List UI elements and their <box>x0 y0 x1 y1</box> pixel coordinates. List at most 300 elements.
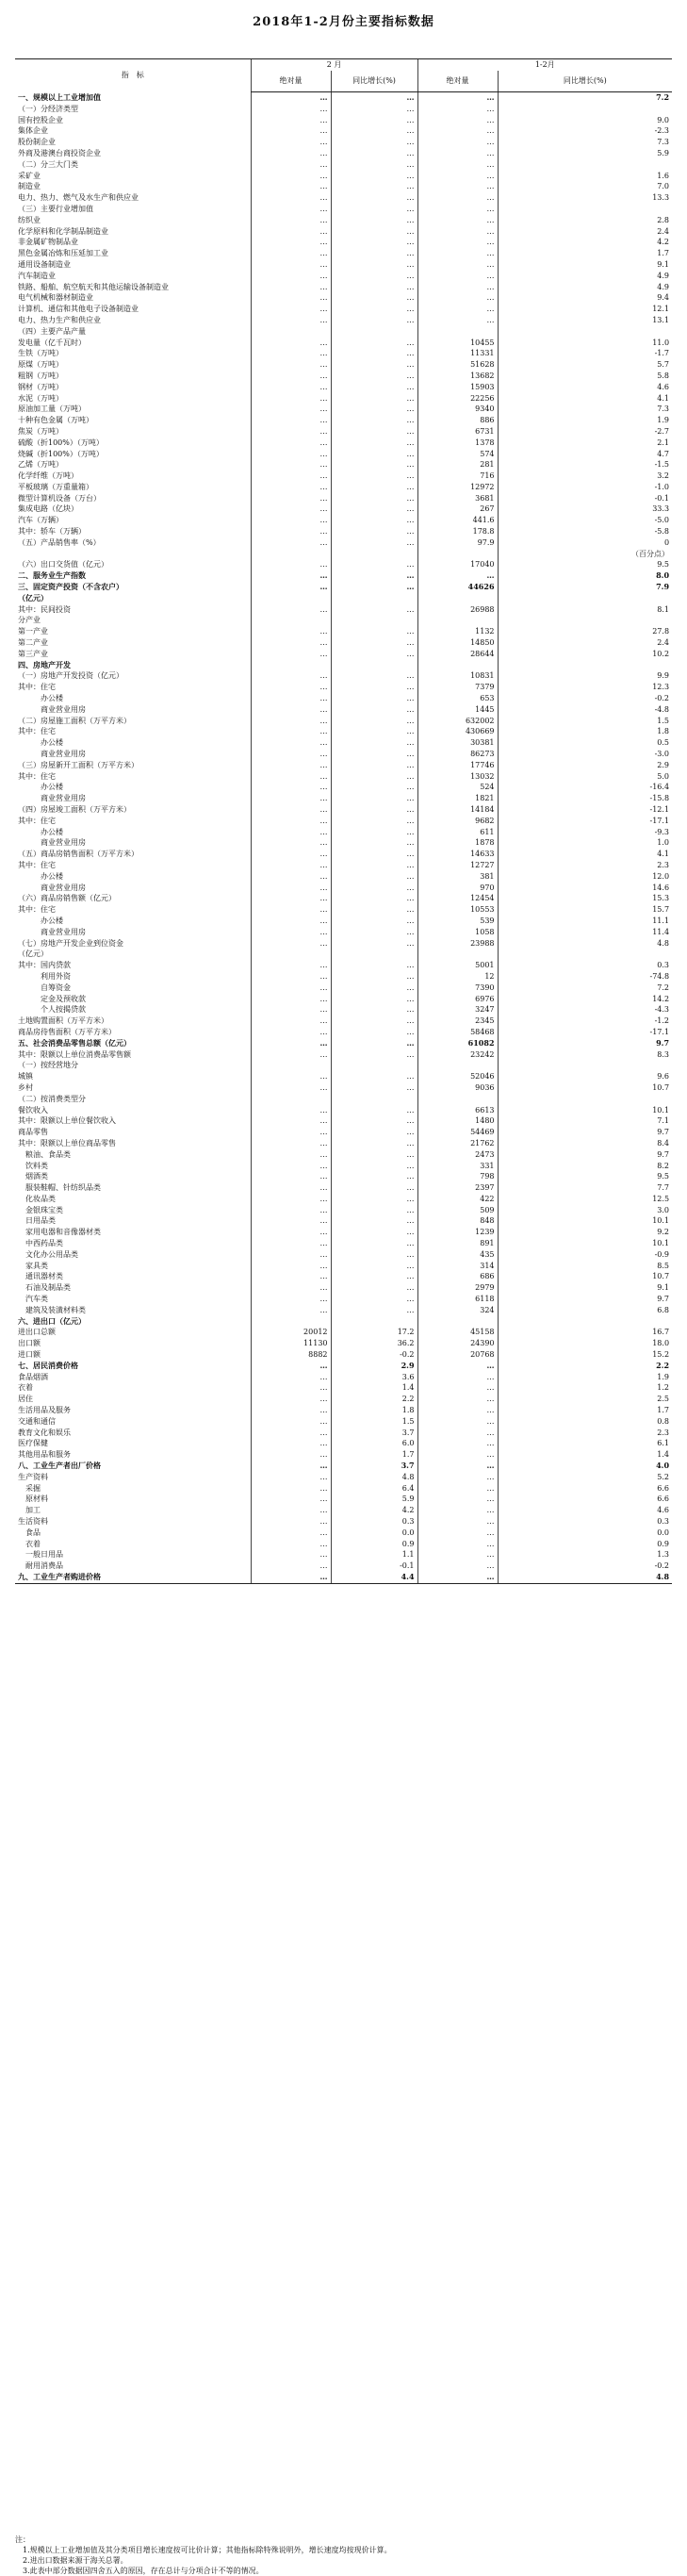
feb-absolute: … <box>251 1016 331 1027</box>
table-row <box>15 1361 672 1372</box>
row-label: 耐用消费品 <box>18 1561 63 1571</box>
row-label: 商业营业用房 <box>18 883 86 892</box>
janfeb-absolute: 10455 <box>417 338 498 349</box>
janfeb-yoy: 2.2 <box>498 1361 672 1372</box>
feb-absolute: … <box>251 282 331 293</box>
table-row <box>15 816 672 827</box>
feb-yoy <box>331 326 417 338</box>
table-row <box>15 604 672 616</box>
table-row <box>15 438 672 449</box>
feb-absolute: … <box>251 938 331 949</box>
janfeb-absolute: … <box>417 192 498 204</box>
feb-yoy: … <box>331 482 417 493</box>
feb-yoy: … <box>331 1194 417 1205</box>
table-row <box>15 582 672 593</box>
janfeb-yoy: 4.1 <box>498 393 672 405</box>
feb-yoy: … <box>331 371 417 382</box>
janfeb-yoy: -5.0 <box>498 515 672 526</box>
row-label: 办公楼 <box>18 916 63 925</box>
row-label: 采矿业 <box>18 171 41 180</box>
table-row <box>15 515 672 526</box>
row-label: 国有控股企业 <box>18 115 63 124</box>
table-row <box>15 737 672 749</box>
feb-yoy: … <box>331 382 417 393</box>
table-row <box>15 682 672 693</box>
feb-yoy: 4.8 <box>331 1472 417 1483</box>
janfeb-absolute: 9340 <box>417 404 498 415</box>
table-row <box>15 125 672 137</box>
feb-absolute: … <box>251 482 331 493</box>
feb-absolute: … <box>251 1182 331 1194</box>
janfeb-absolute: 9036 <box>417 1082 498 1094</box>
table-row <box>15 1205 672 1216</box>
janfeb-yoy: 7.1 <box>498 1115 672 1127</box>
feb-absolute: … <box>251 637 331 649</box>
feb-yoy: … <box>331 1016 417 1027</box>
janfeb-yoy: 8.2 <box>498 1161 672 1172</box>
feb-absolute: … <box>251 760 331 771</box>
janfeb-absolute: 6731 <box>417 426 498 438</box>
feb-yoy <box>331 549 417 560</box>
janfeb-absolute: 13682 <box>417 371 498 382</box>
feb-absolute <box>251 660 331 671</box>
janfeb-absolute: … <box>417 292 498 304</box>
row-label: 其中：住宅 <box>18 771 56 781</box>
footnotes <box>15 2535 672 2576</box>
janfeb-absolute <box>417 1094 498 1105</box>
table-row <box>15 148 672 159</box>
janfeb-yoy: 11.1 <box>498 916 672 927</box>
feb-yoy: … <box>331 1282 417 1294</box>
janfeb-yoy: 0.3 <box>498 960 672 971</box>
feb-absolute: … <box>251 215 331 226</box>
feb-absolute: … <box>251 1572 331 1583</box>
table-row <box>15 771 672 783</box>
feb-yoy: 1.4 <box>331 1382 417 1394</box>
row-label: 原材料 <box>18 1494 48 1504</box>
janfeb-absolute: 970 <box>417 883 498 894</box>
janfeb-yoy: 6.8 <box>498 1305 672 1316</box>
table-row <box>15 1016 672 1027</box>
janfeb-yoy: 4.2 <box>498 237 672 248</box>
row-label: 定金及预收款 <box>18 994 86 1003</box>
feb-absolute: … <box>251 515 331 526</box>
feb-absolute: … <box>251 204 331 215</box>
janfeb-yoy: 7.3 <box>498 404 672 415</box>
janfeb-yoy: 4.0 <box>498 1461 672 1472</box>
feb-absolute: … <box>251 1227 331 1238</box>
feb-absolute: … <box>251 1372 331 1383</box>
row-label: 服装鞋帽、针纺织品类 <box>18 1183 101 1193</box>
janfeb-yoy: 10.1 <box>498 1238 672 1249</box>
row-label: 其中：国内贷款 <box>18 961 71 970</box>
janfeb-absolute: … <box>417 104 498 115</box>
janfeb-absolute: … <box>417 1505 498 1516</box>
janfeb-absolute: 10553 <box>417 904 498 916</box>
feb-yoy: … <box>331 148 417 159</box>
footnote-3: 3.此表中部分数据因四舍五入的原因，存在总计与分项合计不等的情况。 <box>15 2567 264 2575</box>
feb-yoy: … <box>331 1115 417 1127</box>
row-label: 乡村 <box>18 1082 33 1092</box>
table-row <box>15 338 672 349</box>
row-label: 商业营业用房 <box>18 927 86 936</box>
janfeb-absolute: … <box>417 1361 498 1372</box>
janfeb-yoy: 5.2 <box>498 1472 672 1483</box>
janfeb-absolute: … <box>417 1438 498 1449</box>
feb-yoy: … <box>331 1127 417 1138</box>
feb-absolute <box>251 326 331 338</box>
table-row <box>15 971 672 983</box>
feb-yoy: … <box>331 1082 417 1094</box>
table-row <box>15 726 672 737</box>
janfeb-absolute: 574 <box>417 449 498 460</box>
feb-yoy: 2.2 <box>331 1394 417 1405</box>
janfeb-yoy: 10.1 <box>498 1105 672 1116</box>
feb-yoy: … <box>331 292 417 304</box>
table-row <box>15 104 672 115</box>
row-label: 五、社会消费品零售总额（亿元） <box>18 1037 131 1048</box>
row-label: （六）出口交货值（亿元） <box>18 560 108 570</box>
feb-yoy: … <box>331 837 417 849</box>
table-row <box>15 1483 672 1494</box>
row-label: （四）房屋竣工面积（万平方米） <box>18 805 131 814</box>
table-row <box>15 1282 672 1294</box>
feb-yoy: … <box>331 1027 417 1038</box>
janfeb-absolute: 97.9 <box>417 537 498 549</box>
feb-absolute: … <box>251 1071 331 1082</box>
feb-absolute: … <box>251 893 331 904</box>
feb-yoy <box>331 615 417 626</box>
table-row <box>15 649 672 660</box>
table-row <box>15 137 672 148</box>
feb-yoy: -0.2 <box>331 1349 417 1361</box>
janfeb-yoy: 14.6 <box>498 883 672 894</box>
feb-yoy: … <box>331 1215 417 1227</box>
feb-yoy: … <box>331 816 417 827</box>
row-label: 商业营业用房 <box>18 750 86 759</box>
janfeb-absolute: 15903 <box>417 382 498 393</box>
janfeb-absolute: … <box>417 1483 498 1494</box>
feb-yoy: … <box>331 204 417 215</box>
feb-yoy: … <box>331 649 417 660</box>
table-row <box>15 1149 672 1161</box>
table-row <box>15 215 672 226</box>
feb-yoy <box>331 1316 417 1328</box>
row-label: 电力、热力、燃气及水生产和供应业 <box>18 193 139 203</box>
feb-yoy: … <box>331 938 417 949</box>
janfeb-absolute <box>417 615 498 626</box>
feb-yoy: … <box>331 637 417 649</box>
row-label: 餐饮收入 <box>18 1105 48 1115</box>
feb-yoy: … <box>331 782 417 793</box>
janfeb-yoy: 1.3 <box>498 1549 672 1560</box>
feb-absolute <box>251 1060 331 1071</box>
feb-absolute: … <box>251 849 331 860</box>
table-row <box>15 1438 672 1449</box>
feb-yoy: … <box>331 827 417 838</box>
feb-yoy: … <box>331 92 417 104</box>
janfeb-yoy: 1.5 <box>498 716 672 727</box>
feb-yoy: … <box>331 171 417 182</box>
janfeb-absolute: 1239 <box>417 1227 498 1238</box>
janfeb-yoy: 2.9 <box>498 760 672 771</box>
row-label: 食品 <box>18 1527 41 1537</box>
janfeb-yoy: 7.3 <box>498 137 672 148</box>
janfeb-absolute: 20768 <box>417 1349 498 1361</box>
row-label: 汽车（万辆） <box>18 516 63 525</box>
table-row <box>15 1082 672 1094</box>
row-label: 平板玻璃（万重量箱） <box>18 482 93 491</box>
janfeb-yoy: 4.8 <box>498 1572 672 1583</box>
row-label: 原油加工量（万吨） <box>18 405 86 414</box>
feb-yoy: … <box>331 404 417 415</box>
janfeb-absolute: 9682 <box>417 816 498 827</box>
janfeb-yoy: 8.3 <box>498 1049 672 1061</box>
feb-yoy: … <box>331 559 417 570</box>
table-row <box>15 1305 672 1316</box>
row-label: 其他用品和服务 <box>18 1450 71 1460</box>
feb-yoy: … <box>331 971 417 983</box>
feb-absolute: … <box>251 649 331 660</box>
feb-absolute: … <box>251 192 331 204</box>
table-row <box>15 1338 672 1349</box>
table-row <box>15 482 672 493</box>
janfeb-absolute: 17040 <box>417 559 498 570</box>
feb-absolute: … <box>251 449 331 460</box>
janfeb-absolute: … <box>417 1461 498 1472</box>
feb-yoy: 2.9 <box>331 1361 417 1372</box>
janfeb-yoy: -17.1 <box>498 1027 672 1038</box>
table-row <box>15 226 672 238</box>
feb-yoy: … <box>331 716 417 727</box>
janfeb-absolute: 6613 <box>417 1105 498 1116</box>
table-row <box>15 1405 672 1416</box>
feb-yoy: … <box>331 1049 417 1061</box>
row-label: 化学原料和化学制品制造业 <box>18 226 108 236</box>
janfeb-absolute: 430669 <box>417 726 498 737</box>
janfeb-absolute: … <box>417 1494 498 1505</box>
feb-yoy: … <box>331 1249 417 1261</box>
table-row <box>15 983 672 994</box>
table-row <box>15 716 672 727</box>
feb-absolute: … <box>251 582 331 593</box>
table-row <box>15 1227 672 1238</box>
janfeb-yoy: 9.9 <box>498 670 672 682</box>
row-label: 粗钢（万吨） <box>18 371 63 380</box>
row-label: 衣着 <box>18 1383 33 1393</box>
feb-yoy: … <box>331 1271 417 1282</box>
janfeb-absolute: 653 <box>417 693 498 704</box>
header-feb: 2 月 <box>251 59 417 72</box>
row-label: 商品零售 <box>18 1128 48 1137</box>
feb-absolute: … <box>251 292 331 304</box>
table-row <box>15 860 672 871</box>
table-row <box>15 849 672 860</box>
table-row <box>15 660 672 671</box>
row-label: 日用品类 <box>18 1216 56 1226</box>
janfeb-absolute: … <box>417 1372 498 1383</box>
feb-yoy: … <box>331 1305 417 1316</box>
feb-yoy: 3.6 <box>331 1372 417 1383</box>
row-label: 中西药品类 <box>18 1239 63 1248</box>
janfeb-yoy: 4.6 <box>498 382 672 393</box>
janfeb-yoy: 0.5 <box>498 737 672 749</box>
janfeb-absolute: 2397 <box>417 1182 498 1194</box>
table-row <box>15 1271 672 1282</box>
janfeb-yoy: 15.7 <box>498 904 672 916</box>
feb-absolute: … <box>251 771 331 783</box>
janfeb-absolute: 13032 <box>417 771 498 783</box>
header-feb-absolute: 绝对量 <box>251 71 331 92</box>
janfeb-absolute: 51628 <box>417 359 498 371</box>
feb-yoy: … <box>331 426 417 438</box>
janfeb-yoy: 9.1 <box>498 1282 672 1294</box>
feb-yoy: … <box>331 215 417 226</box>
janfeb-yoy: 5.8 <box>498 371 672 382</box>
janfeb-absolute: … <box>417 159 498 171</box>
table-row <box>15 304 672 315</box>
janfeb-absolute: … <box>417 181 498 192</box>
row-label: 交通和通信 <box>18 1416 56 1426</box>
feb-absolute: … <box>251 1004 331 1016</box>
janfeb-absolute: 21762 <box>417 1138 498 1149</box>
table-row <box>15 704 672 716</box>
janfeb-yoy <box>498 1094 672 1105</box>
row-label: 电气机械和器材制造业 <box>18 293 93 303</box>
table-row <box>15 1539 672 1550</box>
feb-absolute: … <box>251 1294 331 1305</box>
feb-yoy: … <box>331 983 417 994</box>
feb-yoy: 0.3 <box>331 1516 417 1527</box>
row-label: （二）房屋施工面积（万平方米） <box>18 716 131 725</box>
janfeb-yoy: 15.2 <box>498 1349 672 1361</box>
janfeb-yoy: 9.7 <box>498 1127 672 1138</box>
table-row <box>15 827 672 838</box>
janfeb-absolute: 6118 <box>417 1294 498 1305</box>
janfeb-yoy: 9.2 <box>498 1227 672 1238</box>
feb-yoy: … <box>331 726 417 737</box>
row-label: 饮料类 <box>18 1161 48 1170</box>
janfeb-yoy: 1.6 <box>498 171 672 182</box>
janfeb-yoy: 0.8 <box>498 1416 672 1428</box>
row-label: 办公楼 <box>18 871 63 881</box>
feb-absolute: … <box>251 1149 331 1161</box>
feb-absolute: … <box>251 1249 331 1261</box>
feb-absolute: … <box>251 1049 331 1061</box>
feb-yoy: … <box>331 860 417 871</box>
janfeb-yoy: 7.2 <box>498 983 672 994</box>
janfeb-absolute: 45158 <box>417 1327 498 1338</box>
table-row <box>15 292 672 304</box>
table-row <box>15 237 672 248</box>
janfeb-absolute: 44626 <box>417 582 498 593</box>
feb-yoy: … <box>331 626 417 637</box>
janfeb-yoy: 9.6 <box>498 1071 672 1082</box>
janfeb-yoy: 9.7 <box>498 1038 672 1049</box>
janfeb-absolute: 632002 <box>417 716 498 727</box>
janfeb-absolute: 539 <box>417 916 498 927</box>
janfeb-absolute: … <box>417 315 498 326</box>
table-row <box>15 92 672 104</box>
janfeb-absolute: 1878 <box>417 837 498 849</box>
janfeb-yoy: 9.5 <box>498 559 672 570</box>
janfeb-absolute: 324 <box>417 1305 498 1316</box>
feb-absolute: … <box>251 1505 331 1516</box>
feb-yoy <box>331 1094 417 1105</box>
janfeb-yoy: 12.1 <box>498 304 672 315</box>
table-row <box>15 615 672 626</box>
row-label: 办公楼 <box>18 694 63 703</box>
janfeb-absolute: 441.6 <box>417 515 498 526</box>
feb-yoy: … <box>331 570 417 582</box>
janfeb-absolute: 2979 <box>417 1282 498 1294</box>
janfeb-yoy: 2.3 <box>498 1428 672 1439</box>
row-label: 其中：限额以上单位商品零售 <box>18 1138 116 1148</box>
feb-yoy: 3.7 <box>331 1428 417 1439</box>
feb-yoy: … <box>331 226 417 238</box>
table-row <box>15 1327 672 1338</box>
janfeb-absolute: … <box>417 1516 498 1527</box>
feb-absolute: … <box>251 749 331 760</box>
table-row <box>15 1038 672 1049</box>
janfeb-yoy: -0.1 <box>498 493 672 504</box>
header-janfeb: 1-2月 <box>417 59 672 72</box>
feb-absolute: … <box>251 604 331 616</box>
janfeb-yoy: 12.0 <box>498 871 672 883</box>
table-row <box>15 204 672 215</box>
feb-yoy: 1.7 <box>331 1449 417 1461</box>
feb-absolute: … <box>251 737 331 749</box>
janfeb-absolute: 686 <box>417 1271 498 1282</box>
janfeb-absolute: … <box>417 1539 498 1550</box>
janfeb-absolute: 5001 <box>417 960 498 971</box>
janfeb-yoy: 2.4 <box>498 637 672 649</box>
feb-yoy: … <box>331 737 417 749</box>
table-row <box>15 1494 672 1505</box>
feb-yoy: … <box>331 927 417 938</box>
feb-absolute: … <box>251 570 331 582</box>
table-row <box>15 393 672 405</box>
janfeb-absolute: 422 <box>417 1194 498 1205</box>
feb-absolute: … <box>251 1449 331 1461</box>
janfeb-yoy: 1.9 <box>498 415 672 426</box>
table-row <box>15 537 672 549</box>
feb-yoy: … <box>331 849 417 860</box>
janfeb-yoy: -1.7 <box>498 348 672 359</box>
table-row <box>15 159 672 171</box>
row-label: 文化办公用品类 <box>18 1249 78 1259</box>
feb-absolute: … <box>251 1539 331 1550</box>
janfeb-absolute: 798 <box>417 1171 498 1182</box>
row-label: 进出口总额 <box>18 1328 56 1337</box>
feb-absolute: … <box>251 1305 331 1316</box>
row-label: （七）房地产开发企业到位资金 <box>18 938 123 948</box>
janfeb-yoy: -5.8 <box>498 526 672 537</box>
feb-yoy: … <box>331 104 417 115</box>
row-label: （亿元） <box>18 949 48 959</box>
janfeb-yoy: 8.4 <box>498 1138 672 1149</box>
row-label: 采掘 <box>18 1483 41 1493</box>
feb-yoy: … <box>331 415 417 426</box>
janfeb-absolute <box>417 660 498 671</box>
feb-absolute: … <box>251 726 331 737</box>
feb-absolute: … <box>251 537 331 549</box>
table-row <box>15 404 672 415</box>
feb-yoy: … <box>331 1004 417 1016</box>
feb-absolute: … <box>251 1483 331 1494</box>
row-label: 烟酒类 <box>18 1172 48 1181</box>
janfeb-absolute: 3247 <box>417 1004 498 1016</box>
